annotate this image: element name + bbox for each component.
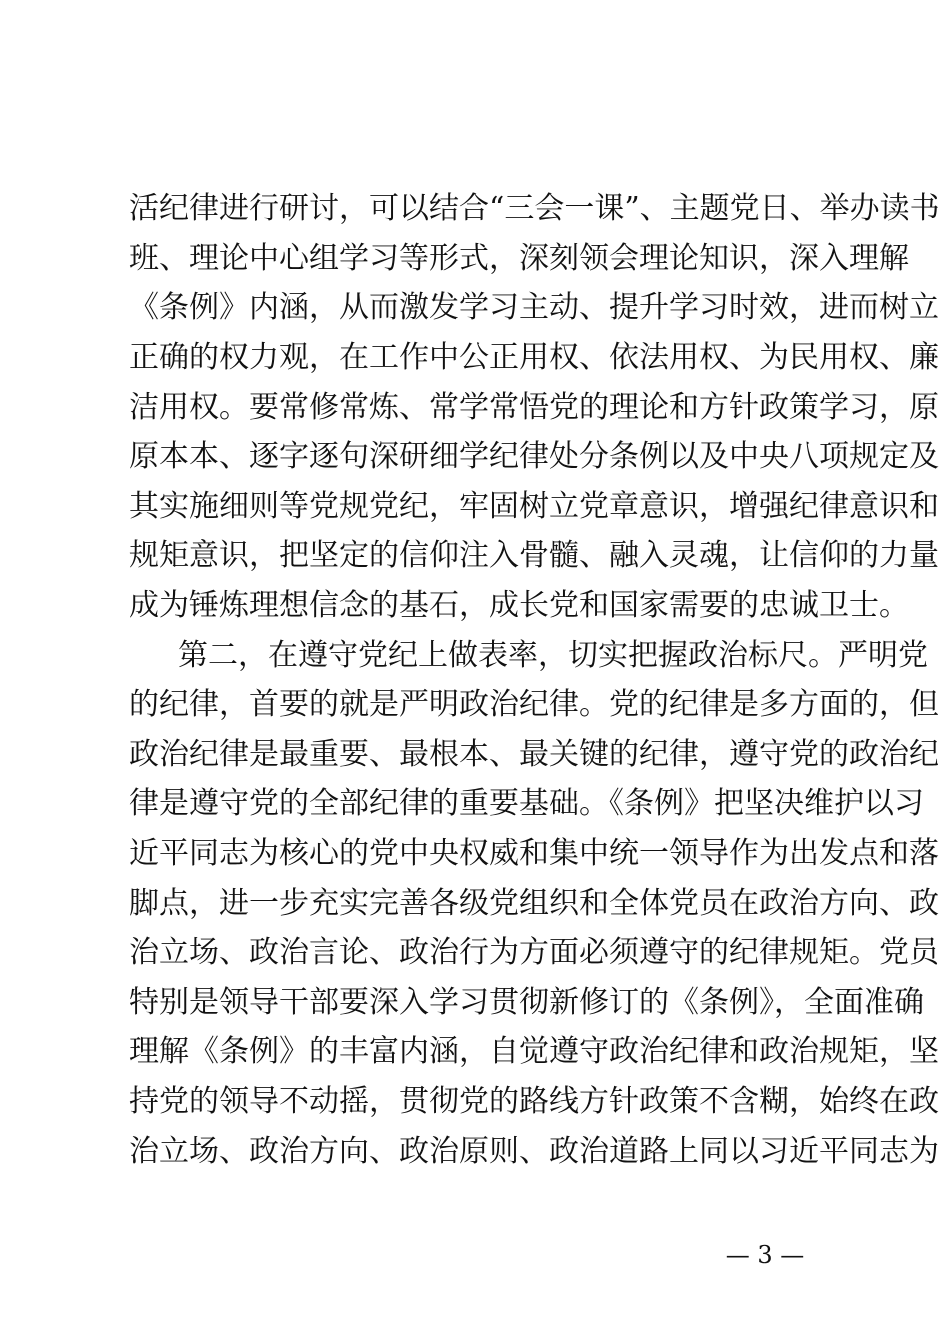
text-line-6: 原本本、逐字逐句深研细学纪律处分条例以及中央八项规定及	[129, 439, 939, 474]
text-line-17: 特别是领导干部要深入学习贯彻新修订的《条例》，全面准确	[129, 985, 924, 1020]
text-line-16: 治立场、政治言论、政治行为方面必须遵守的纪律规矩。党员	[129, 935, 939, 970]
text-line-14: 近平同志为核心的党中央权威和集中统一领导作为出发点和落	[129, 836, 939, 871]
text-line-10: 第二，在遵守党纪上做表率，切实把握政治标尺。严明党	[178, 638, 928, 673]
text-line-13: 律是遵守党的全部纪律的重要基础。《条例》把坚决维护以习	[129, 786, 924, 821]
text-line-2: 班、理论中心组学习等形式，深刻领会理论知识，深入理解	[129, 241, 909, 276]
text-line-3: 《条例》内涵，从而激发学习主动、提升学习时效，进而树立	[129, 290, 939, 325]
text-line-4: 正确的权力观，在工作中公正用权、依法用权、为民用权、廉	[129, 340, 939, 375]
text-line-19: 持党的领导不动摇，贯彻党的路线方针政策不含糊，始终在政	[129, 1084, 939, 1119]
text-line-18: 理解《条例》的丰富内涵，自觉遵守政治纪律和政治规矩，坚	[129, 1034, 939, 1069]
text-line-9: 成为锤炼理想信念的基石，成长党和国家需要的忠诚卫士。	[129, 588, 909, 623]
text-line-5: 洁用权。要常修常炼、常学常悟党的理论和方针政策学习，原	[129, 390, 939, 425]
text-line-11: 的纪律，首要的就是严明政治纪律。党的纪律是多方面的，但	[129, 687, 939, 722]
page-number: — 3 —	[725, 1241, 805, 1269]
text-line-1: 活纪律进行研讨，可以结合“三会一课”、主题党日、举办读书	[129, 191, 940, 226]
text-line-8: 规矩意识，把坚定的信仰注入骨髓、融入灵魂，让信仰的力量	[129, 538, 939, 573]
text-line-7: 其实施细则等党规党纪，牢固树立党章意识，增强纪律意识和	[129, 489, 939, 524]
text-line-20: 治立场、政治方向、政治原则、政治道路上同以习近平同志为	[129, 1134, 939, 1169]
text-line-12: 政治纪律是最重要、最根本、最关键的纪律，遵守党的政治纪	[129, 737, 939, 772]
text-line-15: 脚点，进一步充实完善各级党组织和全体党员在政治方向、政	[129, 886, 939, 921]
